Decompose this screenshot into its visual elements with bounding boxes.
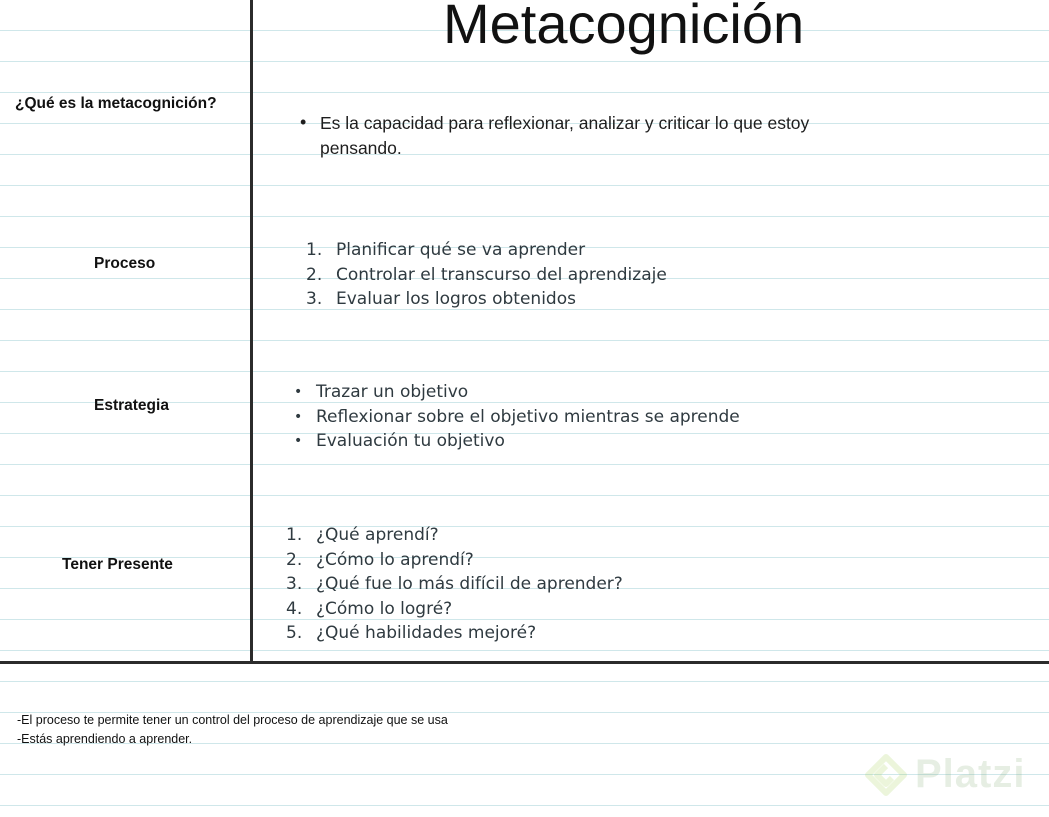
list-item-text: Controlar el transcurso del aprendizaje	[336, 264, 667, 285]
list-number: 4.	[286, 598, 303, 619]
list-item-text: Planificar qué se va aprender	[336, 240, 586, 260]
list-item-text: Evaluar los logros obtenidos	[336, 289, 576, 309]
list-item	[300, 111, 840, 160]
list-number: 2.	[286, 549, 303, 570]
bullet-icon: •	[294, 433, 303, 449]
list-item-text: ¿Qué fue lo más difícil de aprender?	[316, 574, 623, 594]
list-item	[306, 238, 667, 263]
list-item	[294, 405, 740, 430]
list-item-text: Evaluación tu objetivo	[316, 431, 505, 451]
bullet-icon: •	[294, 408, 303, 425]
page-title: Metacognición	[443, 0, 805, 55]
list-item	[294, 429, 740, 454]
label-strategy: Estrategia	[94, 397, 169, 414]
list-item	[306, 287, 667, 312]
note-line: -El proceso te permite tener un control del proceso de aprendizaje que se usa	[17, 713, 448, 727]
list-item	[294, 380, 740, 405]
list-item-text: Trazar un objetivo	[316, 382, 469, 402]
note-line: -Estás aprendiendo a aprender.	[17, 732, 193, 746]
list-item	[286, 572, 623, 597]
list-item	[286, 621, 623, 646]
list-item-text: ¿Cómo lo aprendí?	[316, 549, 474, 570]
list-number: 1.	[286, 525, 303, 545]
keep-in-mind-list	[286, 523, 623, 646]
label-keep-in-mind: Tener Presente	[62, 556, 173, 573]
definition-text: Es la capacidad para reflexionar, analizar y criticar lo que estoy pensando.	[320, 113, 810, 158]
platzi-watermark	[865, 752, 1025, 797]
footer-notes	[17, 711, 448, 749]
bullet-icon: •	[294, 384, 303, 400]
list-item	[286, 597, 623, 622]
list-item	[286, 548, 623, 573]
definition-list	[300, 111, 840, 160]
horizontal-divider	[0, 661, 1049, 664]
list-item	[306, 263, 667, 288]
list-item-text: ¿Cómo lo logré?	[316, 598, 453, 619]
label-definition: ¿Qué es la metacognición?	[15, 95, 217, 112]
vertical-divider	[250, 0, 253, 664]
list-item-text: ¿Qué habilidades mejoré?	[316, 623, 537, 643]
list-item-text: Reflexionar sobre el objetivo mientras se aprende	[316, 406, 740, 427]
list-number: 3.	[286, 574, 303, 594]
strategy-list	[294, 380, 740, 454]
platzi-logo-icon	[865, 754, 907, 796]
label-process: Proceso	[94, 255, 156, 272]
list-number: 2.	[306, 264, 323, 285]
process-list	[306, 238, 667, 312]
list-number: 3.	[306, 289, 323, 309]
list-number: 1.	[306, 240, 323, 260]
list-item	[286, 523, 623, 548]
platzi-wordmark: Platzi	[915, 752, 1026, 796]
bullet-icon: •	[300, 112, 307, 132]
list-number: 5.	[286, 623, 303, 643]
list-item-text: ¿Qué aprendí?	[316, 525, 439, 545]
